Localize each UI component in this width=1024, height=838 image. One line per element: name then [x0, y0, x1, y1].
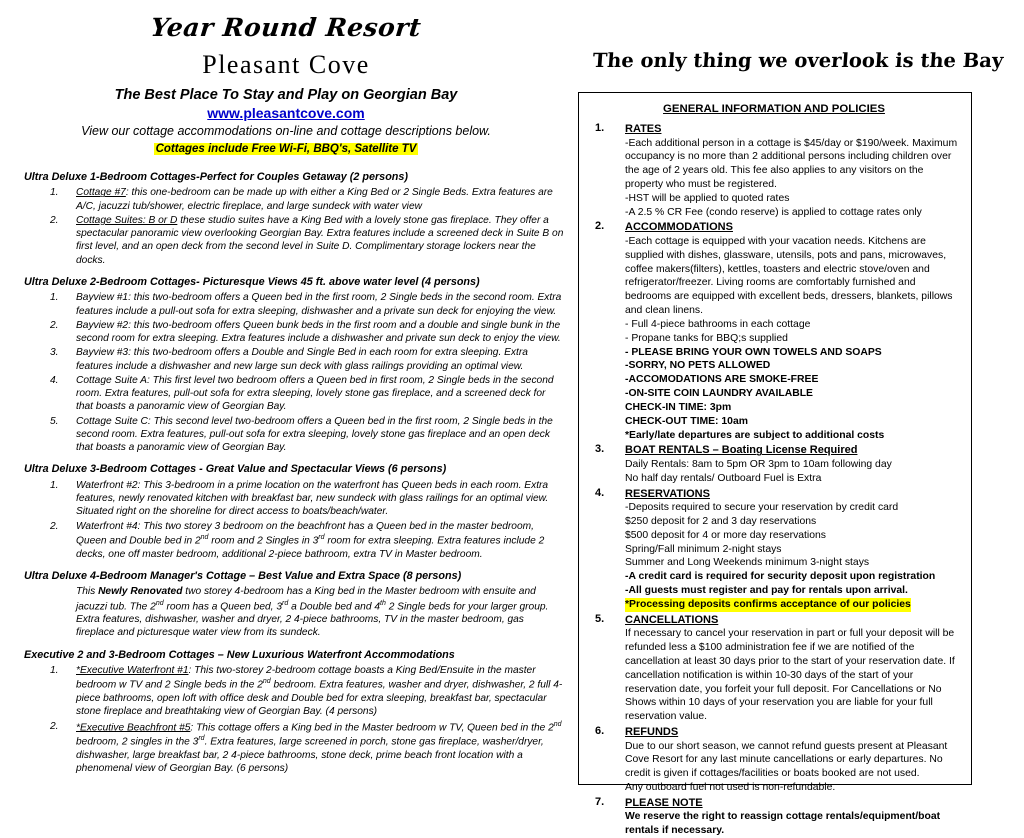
website-link-wrap: [0, 105, 572, 121]
cottage-item: Waterfront #2: This 3-bedroom in a prime location on the waterfront has Queen beds in each room. Extra features, newly renovated kitchen with breakfast bar, new sundeck with glass railings for an optimal view. Situated right on the shoreline for direct access to boats/beach/water.: [76, 479, 549, 518]
view-online-line: View our cottage accommodations on-line and cottage descriptions below.: [81, 124, 491, 138]
script-title: Year Round Resort: [149, 13, 423, 42]
policy-line: -A 2.5 % CR Fee (condo reserve) is applied to cottage rates only: [625, 206, 922, 218]
resort-name: Pleasant Cove: [202, 50, 370, 79]
cottage-item-list: [24, 479, 564, 561]
policy-line: -HST will be applied to quoted rates: [625, 192, 790, 204]
cottage-item: Waterfront #4: This two storey 3 bedroom on the beachfront has a Queen bed in the master bedroom, Queen and Double bed in 2nd room and 2 Singles in 3rd room for extra sleeping. Extra features include 2 decks, one off master bedroom, additional 2-piece bathroom, extra TV in Master bedroom.: [76, 520, 545, 560]
cottage-section-heading: Ultra Deluxe 3-Bedroom Cottages - Great Value and Spectacular Views (6 persons): [24, 463, 447, 476]
cottage-section-heading: Ultra Deluxe 2-Bedroom Cottages- Picturesque Views 45 ft. above water level (4 persons): [24, 275, 480, 288]
policy-line: CHECK-OUT TIME: 10am: [625, 415, 748, 427]
policy-heading: REFUNDS: [625, 726, 679, 739]
policies-box: [578, 92, 972, 837]
policies-title: GENERAL INFORMATION AND POLICIES: [663, 103, 885, 115]
executive-cottages-heading: Executive 2 and 3-Bedroom Cottages – New Luxurious Waterfront Accommodations: [24, 648, 455, 661]
policy-line: Daily Rentals: 8am to 5pm OR 3pm to 10am following day: [625, 458, 892, 470]
policy-line: -A credit card is required for security deposit upon registration: [625, 571, 936, 583]
cottage-item-list: [24, 291, 564, 454]
cottage-item: Cottage Suite C: This second level two-bedroom offers a Queen bed in the first room, 2 Single beds in the second room. Extra features, pull-out sofa for extra sleeping, lovely stone gas fireplace and an open deck that boasts a panoramic view of Georgian Bay.: [76, 415, 553, 454]
policy-line: Summer and Long Weekends minimum 3-night stays: [625, 557, 870, 569]
policy-line: -SORRY, NO PETS ALLOWED: [625, 360, 771, 372]
right-column: [572, 0, 1024, 837]
policy-line: - Propane tanks for BBQ;s supplied: [625, 332, 788, 344]
policy-heading: RATES: [625, 123, 662, 135]
policy-item: [587, 443, 961, 485]
policy-heading: RESERVATIONS: [625, 487, 710, 500]
policy-item: [587, 613, 961, 724]
policy-line: $250 deposit for 2 and 3 day reservations: [625, 515, 817, 527]
policy-item: [587, 122, 961, 219]
policy-line: [625, 598, 961, 612]
tagline: The Best Place To Stay and Play on Georgian Bay: [114, 87, 458, 103]
policy-line: We reserve the right to reassign cottage rentals/equipment/boat rentals if necessary.: [625, 811, 941, 837]
cottage-item: *Executive Beachfront #5: This cottage offers a King bed in the Master bedroom w TV, Queen bed in the 2nd bedroom, 2 singles in the 3rd. Extra features, large screened in porch, stone gas fireplace, washer/dryer, dishwasher, large breakfast bar, 2 4-piece bathrooms, stone deck, prime beach front location with a phenomenal view of Georgian Bay. (6 persons): [76, 720, 562, 775]
amenities-highlight: Cottages include Free Wi-Fi, BBQ's, Satellite TV: [155, 143, 417, 155]
policy-line: -All guests must register and pay for rentals upon arrival.: [625, 585, 908, 597]
policy-line: If necessary to cancel your reservation in part or full your deposit will be refunded less a $100 administration fee if we are notified of the cancellation at least 30 days prior to the start of your reservation date. If cancellation notification is within 10-30 days of the start of your reservation date, you forfeit your full deposit. For Cancellations or No Shows within 10 days of your reservation you are liable for your full reservation value.: [625, 628, 955, 723]
bay-slogan: The only thing we overlook is the Bay: [591, 49, 1005, 72]
manager-cottage-heading: Ultra Deluxe 4-Bedroom Manager's Cottage – Best Value and Extra Space (8 persons): [24, 569, 462, 582]
policy-line: - PLEASE BRING YOUR OWN TOWELS AND SOAPS: [625, 346, 882, 358]
policy-line: No half day rentals/ Outboard Fuel is Extra: [625, 472, 822, 484]
cottage-item: *Executive Waterfront #1: This two-storey 2-bedroom cottage boasts a King Bed/Ensuite in the master bedroom w TV and 2 Single beds in the 2nd bedroom. Extra features, washer and dryer, dishwasher, 2 full 4-piece bathrooms, open loft with office desk and Double bed for extra sleeping, breakfast bar, spectacular stone fireplace and breathtaking view of Georgian Bay. (4 persons): [76, 665, 563, 718]
policy-item: [587, 487, 961, 612]
policies-list: [587, 122, 961, 838]
cottage-descriptions: [0, 171, 572, 775]
cottage-item: Bayview #3: this two-bedroom offers a Double and Single Bed in each room for extra sleeping. Extra features include a dishwasher and new large sun deck with glass railings providing an optimal view.: [76, 347, 528, 372]
policy-item: [587, 796, 961, 838]
policy-heading: BOAT RENTALS – Boating License Required: [625, 444, 858, 457]
policy-line: -Deposits required to secure your reservation by credit card: [625, 502, 899, 514]
policy-line: *Early/late departures are subject to additional costs: [625, 429, 885, 441]
cottage-item: Bayview #2: this two-bedroom offers Queen bunk beds in the first room and a double and single bunk in the second room for extra sleeping. Extra features include a dishwasher and private sun deck to enjoy the view.: [76, 319, 561, 345]
policy-heading: CANCELLATIONS: [625, 613, 719, 626]
policy-line: -ON-SITE COIN LAUNDRY AVAILABLE: [625, 388, 813, 400]
policy-line: -Each additional person in a cottage is $45/day or $190/week. Maximum occupancy is no more than 2 additional persons including children over the age of 2 years old. This fee also applies to any visitors on the property who must be registered.: [625, 137, 958, 190]
policy-highlight: *Processing deposits confirms acceptance of our policies: [625, 598, 911, 610]
cottage-item: Cottage #7: this one-bedroom can be made up with either a King Bed or 2 Single Beds. Extra features are A/C, jacuzzi tub/shower, electric fireplace, and large sundeck with water view: [76, 187, 553, 212]
cottage-sections: [24, 171, 564, 561]
policy-line: -Each cottage is equipped with your vacation needs. Kitchens are supplied with dishes, glassware, utensils, pots and pans, microwaves, coffee makers(filters), kettles, toasters and electric stove/oven and refrigerator/freezer. Living rooms are comfortably furnished and bedrooms are equipped with excellent beds, dressers, blankets, pillows and clean linens.: [625, 236, 953, 317]
policy-line: CHECK-IN TIME: 3pm: [625, 401, 732, 413]
policy-line: Spring/Fall minimum 2-night stays: [625, 543, 782, 555]
cottage-item: Cottage Suite A: This first level two bedroom offers a Queen bed in first room, 2 Single beds in the second room. Extra features, pull-out sofa for extra sleeping, lovely stone gas fireplace, and a screened deck for that boasts a panoramic view of Georgian Bay.: [76, 374, 554, 413]
amenities-highlight-wrap: [0, 139, 572, 157]
policy-item: [587, 220, 961, 442]
cottage-item: Bayview #1: this two-bedroom offers a Queen bed in the first room, 2 Single beds in the second room. Extra features include a pull-out sofa for extra sleeping, dishwasher and a private sun deck for enjoying the view.: [76, 292, 562, 317]
policy-line: -ACCOMODATIONS ARE SMOKE-FREE: [625, 374, 819, 386]
policy-line: Due to our short season, we cannot refund guests present at Pleasant Cove Resort for any last minute cancellations or early departures. No credit is given if cottages/facilities or boats booked are not used.: [625, 740, 948, 780]
cottage-item: Cottage Suites: B or D these studio suites have a King Bed with a lovely stone gas fireplace. They offer a spectacular panoramic view overlooking Georgian Bay. Extra features include a screened deck in Suite B on first level, and an open deck from the second level in Suite D. Complimentary storage lockers near the docks.: [76, 214, 564, 266]
policy-heading: PLEASE NOTE: [625, 796, 703, 809]
manager-cottage-text: This Newly Renovated two storey 4-bedroom has a King bed in the Master bedroom with ensuite and jacuzzi tub. The 2nd room has a Queen bed, 3rd a Double bed and 4th 2 Single beds for your larger group. Extra features, dishwasher, washer and dryer, 2 4-piece bathrooms, TV in the master bedroom, gas fireplace and picturesque water view from its sundeck.: [76, 586, 549, 639]
policy-line: $500 deposit for 4 or more day reservations: [625, 529, 826, 541]
policy-item: [587, 725, 961, 795]
policy-line: Any outboard fuel not used is non-refundable.: [625, 782, 836, 794]
website-link[interactable]: www.pleasantcove.com: [207, 105, 365, 121]
executive-cottage-list: [24, 664, 564, 775]
policy-heading: ACCOMMODATIONS: [625, 221, 733, 234]
policy-line: - Full 4-piece bathrooms in each cottage: [625, 318, 811, 330]
cottage-item-list: [24, 186, 564, 267]
cottage-section-heading: Ultra Deluxe 1-Bedroom Cottages-Perfect for Couples Getaway (2 persons): [24, 171, 408, 183]
